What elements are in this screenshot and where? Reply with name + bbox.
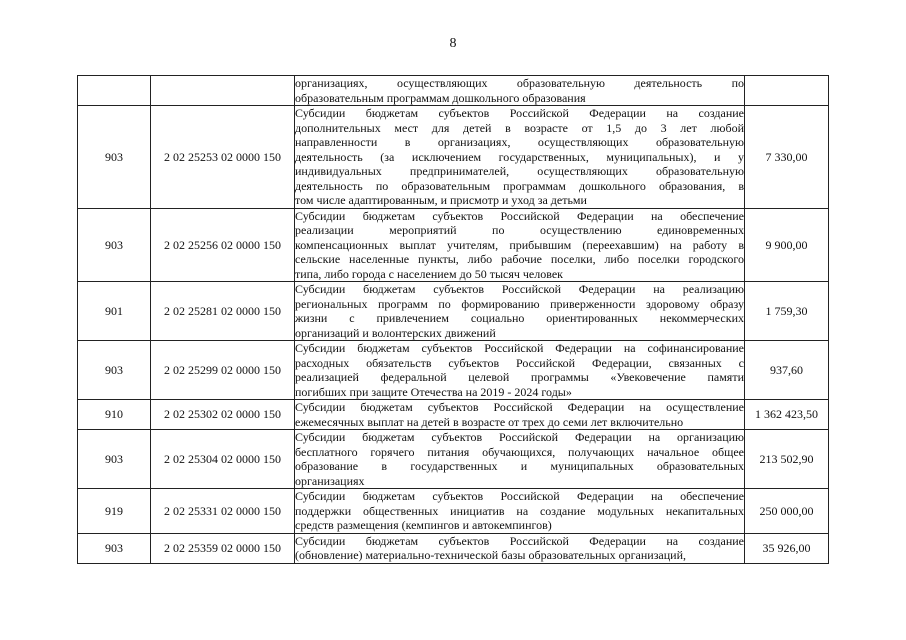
table-row [78,400,829,430]
admin-code-cell [78,76,151,106]
table-row [78,341,829,400]
amount-cell: 7 330,00 [745,106,829,209]
budget-table-body [78,76,829,564]
table-row [78,208,829,282]
revenue-name-line: сельские населенные пункты, либо рабочие поселки, либо поселки городского [295,252,744,266]
amount-cell: 1 362 423,50 [745,400,829,430]
revenue-name-cell [295,341,745,400]
revenue-name-line: Субсидии бюджетам субъектов Российской Федерации на обеспечение [295,489,744,503]
revenue-name-cell [295,489,745,534]
revenue-name-line: Субсидии бюджетам субъектов Российской Федерации на осуществление [295,400,744,414]
table-row [78,489,829,534]
table-row [78,533,829,563]
revenue-code-cell: 2 02 25299 02 0000 150 [151,341,295,400]
revenue-name-line: типа, либо города с населением до 50 тысяч человек [295,266,563,281]
revenue-name-line: Субсидии бюджетам субъектов Российской Федерации на организацию [295,430,744,444]
revenue-code-cell: 2 02 25253 02 0000 150 [151,106,295,209]
table-row [78,106,829,209]
revenue-name-line: Субсидии бюджетам субъектов Российской Федерации на обеспечение [295,208,744,223]
revenue-name-line: Субсидии бюджетам субъектов Российской Федерации на создание [295,106,744,120]
revenue-name-cell [295,208,745,282]
revenue-name-cell [295,106,745,209]
revenue-name-line: средств размещения (кемпингов и автокемпингов) [295,518,552,532]
revenue-name-line: Субсидии бюджетам субъектов Российской Федерации на создание [295,533,744,548]
table-row [78,76,829,106]
revenue-name-cell [295,282,745,341]
amount-cell: 35 926,00 [745,533,829,563]
revenue-name-cell [295,76,745,106]
amount-cell: 1 759,30 [745,282,829,341]
amount-cell: 937,60 [745,341,829,400]
admin-code-cell: 910 [78,400,151,430]
revenue-name-line: реализацией федеральной целевой программы «Увековечение памяти [295,370,744,384]
admin-code-cell: 903 [78,208,151,282]
admin-code-cell: 903 [78,430,151,489]
admin-code-cell: 903 [78,106,151,209]
revenue-name-cell [295,430,745,489]
revenue-name-line: (обновление) материально-технической базы образовательных организаций, [295,548,687,562]
revenue-name-line: том числе адаптированным, и присмотр и уход за детьми [295,193,587,207]
revenue-name-line: Субсидии бюджетам субъектов Российской Федерации на софинансирование [295,341,744,355]
revenue-code-cell: 2 02 25281 02 0000 150 [151,282,295,341]
amount-cell [745,76,829,106]
revenue-name-line: жизни с привлечением социально ориентированных некоммерческих [295,311,744,325]
amount-cell: 250 000,00 [745,489,829,534]
revenue-code-cell: 2 02 25256 02 0000 150 [151,208,295,282]
revenue-name-line: организаций и волонтерских движений [295,325,496,340]
revenue-name-line: организациях [295,473,365,488]
revenue-name-line: региональных программ по формированию приверженности здоровому образу [295,296,744,311]
revenue-code-cell: 2 02 25302 02 0000 150 [151,400,295,430]
revenue-name-line: индивидуальных предпринимателей, осуществляющих образовательную [295,164,744,178]
revenue-name-line: бесплатного горячего питания обучающихся, получающих начальное общее [295,444,744,459]
page-number: 8 [449,36,457,51]
table-row [78,430,829,489]
revenue-name-cell [295,400,745,430]
revenue-name-line: организациях, осуществляющих образовательную деятельность по [295,76,744,90]
revenue-name-line: образование в государственных и муниципальных образовательных [295,459,744,473]
revenue-name-line: деятельность (за исключением государственных, муниципальных), и у [295,149,744,164]
revenue-name-line: расходных обязательств субъектов Российской Федерации, связанных с [295,355,744,370]
revenue-name-cell [295,533,745,563]
admin-code-cell: 901 [78,282,151,341]
table-row [78,282,829,341]
revenue-code-cell: 2 02 25331 02 0000 150 [151,489,295,534]
revenue-name-line: погибших при защите Отечества на 2019 - 2024 годы» [295,384,572,399]
budget-table [77,75,829,564]
revenue-name-line: компенсационных выплат учителям, прибывшим (переехавшим) на работу в [295,237,744,252]
revenue-code-cell: 2 02 25359 02 0000 150 [151,533,295,563]
revenue-name-line: ежемесячных выплат на детей в возрасте от трех до семи лет включительно [295,414,684,429]
admin-code-cell: 919 [78,489,151,534]
admin-code-cell: 903 [78,533,151,563]
admin-code-cell: 903 [78,341,151,400]
revenue-code-cell: 2 02 25304 02 0000 150 [151,430,295,489]
amount-cell: 9 900,00 [745,208,829,282]
revenue-name-line: Субсидии бюджетам субъектов Российской Федерации на реализацию [295,282,744,296]
revenue-name-line: реализации мероприятий по осуществлению единовременных [295,223,744,237]
revenue-name-line: поддержки общественных инициатив на создание модульных некапитальных [295,503,744,518]
revenue-name-line: направленности в организациях, осуществляющих образовательную [295,135,744,149]
revenue-name-line: деятельность по образовательным программам дошкольного образования, в [295,178,744,193]
revenue-name-line: образовательным программам дошкольного образования [295,90,586,105]
revenue-code-cell [151,76,295,106]
amount-cell: 213 502,90 [745,430,829,489]
revenue-name-line: дополнительных мест для детей в возрасте от 1,5 до 3 лет любой [295,120,744,135]
